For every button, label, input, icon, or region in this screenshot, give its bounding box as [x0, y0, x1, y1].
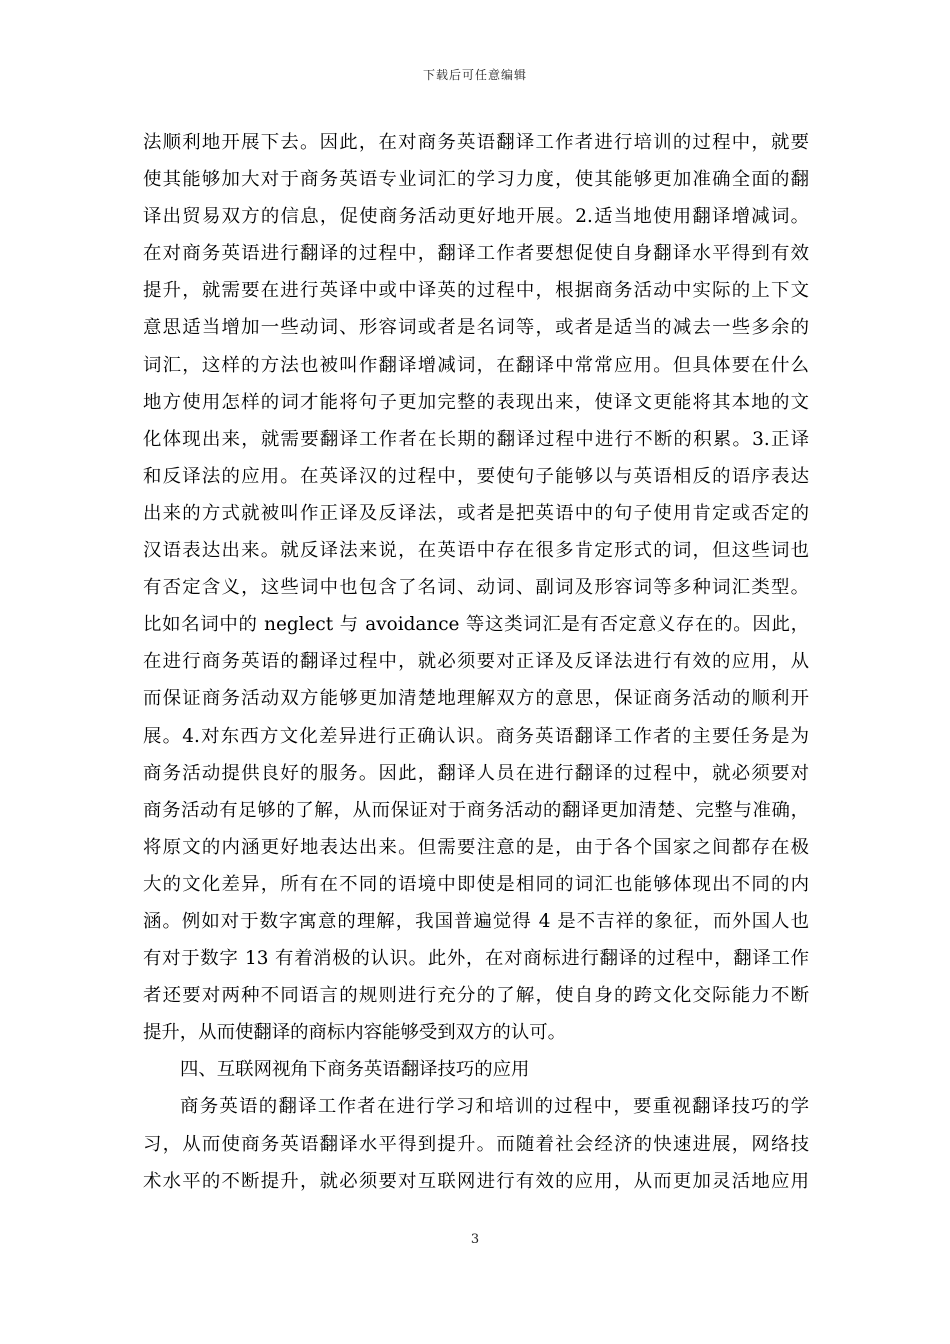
text-line: 在对商务英语进行翻译的过程中，翻译工作者要想促使自身翻译水平得到有效 [143, 243, 809, 265]
text-line: 提升，就需要在进行英译中或中译英的过程中，根据商务活动中实际的上下文 [143, 280, 809, 302]
document-body [143, 124, 809, 1200]
text-line: 地方使用怎样的词才能将句子更加完整的表现出来，使译文更能将其本地的文 [143, 391, 809, 413]
text-line: 法顺利地开展下去。因此，在对商务英语翻译工作者进行培训的过程中，就要 [143, 132, 809, 153]
text-line: 商务活动提供良好的服务。因此，翻译人员在进行翻译的过程中，就必须要对 [143, 762, 809, 784]
text-line: 提升，从而使翻译的商标内容能够受到双方的认可。 [143, 1022, 566, 1044]
text-line: 将原文的内涵更好地表达出来。但需要注意的是，由于各个国家之间都存在极 [143, 836, 809, 858]
text-line: 大的文化差异，所有在不同的语境中即使是相同的词汇也能够体现出不同的内 [143, 873, 809, 895]
text-line: 商务活动有足够的了解，从而保证对于商务活动的翻译更加清楚、完整与准确， [143, 799, 809, 821]
page-header: 下载后可任意编辑 [422, 68, 527, 82]
text-line: 词汇，这样的方法也被叫作翻译增减词，在翻译中常常应用。但具体要在什么 [143, 354, 809, 376]
text-line: 有否定含义，这些词中也包含了名词、动词、副词及形容词等多种词汇类型。 [143, 577, 809, 599]
text-line: 而保证商务活动双方能够更加清楚地理解双方的意思，保证商务活动的顺利开 [143, 688, 809, 710]
text-line: 译出贸易双方的信息，促使商务活动更好地开展。2.适当地使用翻译增减词。 [143, 206, 809, 228]
section-heading: 四、互联网视角下商务英语翻译技巧的应用 [180, 1059, 530, 1081]
text-line: 出来的方式就被叫作正译及反译法，或者是把英语中的句子使用肯定或否定的 [143, 502, 809, 524]
text-line: 展。4.对东西方文化差异进行正确认识。商务英语翻译工作者的主要任务是为 [143, 725, 809, 747]
text-line: 比如名词中的 neglect 与 avoidance 等这类词汇是有否定意义存在的。因此， [143, 614, 809, 636]
text-line: 习，从而使商务英语翻译水平得到提升。而随着社会经济的快速进展，网络技 [143, 1133, 809, 1155]
text-line: 和反译法的应用。在英译汉的过程中，要使句子能够以与英语相反的语序表达 [143, 465, 809, 487]
text-line: 使其能够加大对于商务英语专业词汇的学习力度，使其能够更加准确全面的翻 [143, 169, 809, 191]
text-line: 商务英语的翻译工作者在进行学习和培训的过程中，要重视翻译技巧的学 [180, 1096, 809, 1118]
text-line: 汉语表达出来。就反译法来说，在英语中存在很多肯定形式的词，但这些词也 [143, 540, 809, 562]
text-line: 化体现出来，就需要翻译工作者在长期的翻译过程中进行不断的积累。3.正译 [143, 428, 809, 450]
text-line: 者还要对两种不同语言的规则进行充分的了解，使自身的跨文化交际能力不断 [143, 985, 809, 1007]
text-line: 意思适当增加一些动词、形容词或者是名词等，或者是适当的减去一些多余的 [143, 317, 809, 339]
text-line: 术水平的不断提升，就必须要对互联网进行有效的应用，从而更加灵活地应用 [143, 1170, 809, 1192]
text-line: 涵。例如对于数字寓意的理解，我国普遍觉得 4 是不吉祥的象征，而外国人也 [143, 910, 809, 932]
page-number: 3 [470, 1232, 480, 1247]
text-line: 在进行商务英语的翻译过程中，就必须要对正译及反译法进行有效的应用，从 [143, 651, 809, 673]
text-line: 有对于数字 13 有着消极的认识。此外，在对商标进行翻译的过程中，翻译工作 [143, 948, 809, 970]
